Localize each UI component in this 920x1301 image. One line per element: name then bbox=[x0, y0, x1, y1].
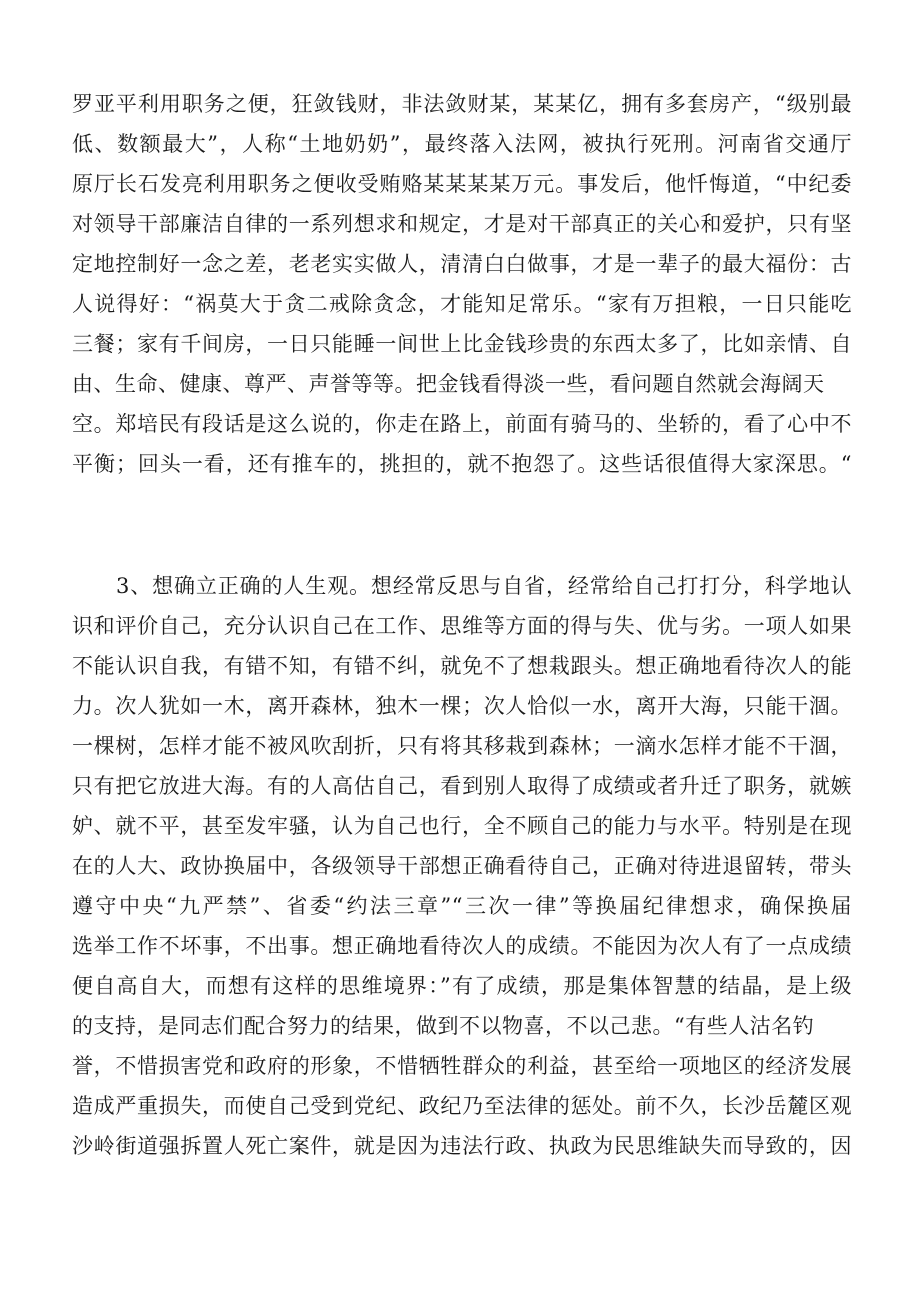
text-line: 选举工作不坏事，不出事。想正确地看待次人的成绩。不能因为次人有了一点成绩 bbox=[72, 934, 852, 958]
text-line: 沙岭街道强拆置人死亡案件，就是因为违法行政、执政为民思维缺失而导致的，因 bbox=[72, 1134, 852, 1158]
text-line: 造成严重损失，而使自己受到党纪、政纪乃至法律的惩处。前不久，长沙岳麓区观 bbox=[72, 1094, 852, 1118]
text-line: 低、数额最大”，人称“土地奶奶”，最终落入法网，被执行死刑。河南省交通厅 bbox=[72, 132, 852, 156]
text-line: 只有把它放进大海。有的人高估自己，看到别人取得了成绩或者升迁了职务，就嫉 bbox=[72, 774, 852, 798]
text-line: 原厅长石发亮利用职务之便收受贿赂某某某某万元。事发后，他忏悔道，“中纪委 bbox=[72, 172, 852, 196]
text-line: 由、生命、健康、尊严、声誉等等。把金钱看得淡一些，看问题自然就会海阔天 bbox=[72, 372, 825, 396]
paragraph-1 bbox=[72, 84, 852, 484]
text-line: 遵守中央“九严禁”、省委“约法三章”“三次一律”等换届纪律想求，确保换届 bbox=[72, 894, 852, 918]
text-line: 誉，不惜损害党和政府的形象，不惜牺牲群众的利益，甚至给一项地区的经济发展 bbox=[72, 1054, 852, 1078]
text-line: 便自高自大，而想有这样的思维境界：”有了成绩，那是集体智慧的结晶，是上级 bbox=[72, 974, 852, 998]
text-line: 人说得好：“祸莫大于贪二戒除贪念，才能知足常乐。“家有万担粮，一日只能吃 bbox=[72, 292, 852, 316]
paragraph-2 bbox=[72, 566, 852, 1166]
text-line: 在的人大、政协换届中，各级领导干部想正确看待自己，正确对待进退留转，带头 bbox=[72, 854, 852, 878]
text-line: 的支持，是同志们配合努力的结果，做到不以物喜，不以己悲。“有些人沽名钓 bbox=[72, 1014, 815, 1038]
text-line: 定地控制好一念之差，老老实实做人，清清白白做事，才是一辈子的最大福份：古 bbox=[72, 252, 852, 276]
text-line: 不能认识自我，有错不知，有错不纠，就免不了想栽跟头。想正确地看待次人的能 bbox=[72, 654, 852, 678]
text-line: 一棵树，怎样才能不被风吹刮折，只有将其移栽到森林；一滴水怎样才能不干涸， bbox=[72, 734, 852, 758]
text-line: 三餐；家有千间房，一日只能睡一间世上比金钱珍贵的东西太多了，比如亲情、自 bbox=[72, 332, 852, 356]
text-line: 对领导干部廉洁自律的一系列想求和规定，才是对干部真正的关心和爱护，只有坚 bbox=[72, 212, 852, 236]
text-line: 识和评价自己，充分认识自己在工作、思维等方面的得与失、优与劣。一项人如果 bbox=[72, 614, 852, 638]
text-line: 平衡；回头一看，还有推车的，挑担的，就不抱怨了。这些话很值得大家深思。“ bbox=[72, 452, 852, 476]
text-line: 3、想确立正确的人生观。想经常反思与自省，经常给自己打打分，科学地认 bbox=[116, 574, 852, 598]
text-line: 妒、就不平，甚至发牢骚，认为自己也行，全不顾自己的能力与水平。特别是在现 bbox=[72, 814, 852, 838]
text-line: 力。次人犹如一木，离开森林，独木一棵；次人恰似一水，离开大海，只能干涸。 bbox=[72, 694, 852, 718]
text-line: 罗亚平利用职务之便，狂敛钱财，非法敛财某，某某亿，拥有多套房产，“级别最 bbox=[72, 92, 852, 116]
text-line: 空。郑培民有段话是这么说的，你走在路上，前面有骑马的、坐轿的，看了心中不 bbox=[72, 412, 852, 436]
